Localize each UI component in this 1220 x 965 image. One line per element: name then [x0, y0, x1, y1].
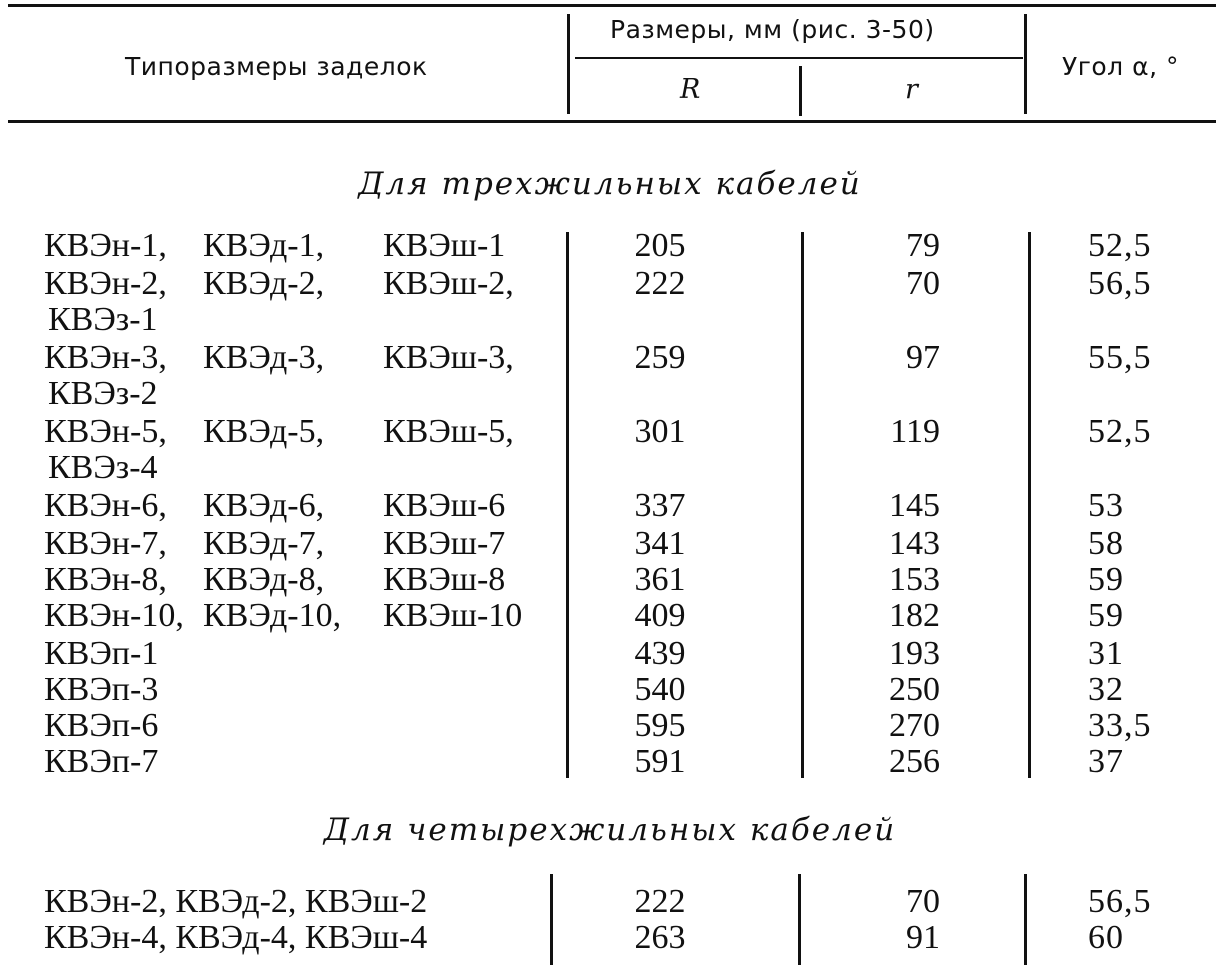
value-angle: 32: [1088, 671, 1124, 708]
cable-type-name: КВЭд-3,: [203, 339, 325, 376]
value-angle: 55,5: [1088, 339, 1152, 376]
cable-type-name: КВЭш-10: [383, 597, 523, 634]
cable-type-name: КВЭн-2, КВЭд-2, КВЭш-2: [44, 883, 428, 920]
table-row: [0, 708, 1220, 744]
header-bottom-rule: [8, 120, 1216, 123]
cable-type-name: КВЭш-2,: [383, 265, 514, 302]
header-subrule: [575, 57, 1023, 59]
value-R: 205: [634, 227, 686, 264]
value-r: 153: [889, 561, 940, 598]
value-angle: 52,5: [1088, 227, 1152, 264]
value-r: 97: [906, 339, 940, 376]
cable-type-name: КВЭн-6,: [44, 487, 167, 524]
value-R: 222: [634, 883, 686, 920]
cable-type-name: КВЭн-5,: [44, 413, 167, 450]
cable-type-name: КВЭш-3,: [383, 339, 514, 376]
cable-type-name: КВЭд-10,: [203, 597, 342, 634]
value-r: 70: [906, 883, 940, 920]
value-r: 143: [889, 525, 940, 562]
value-angle: 58: [1088, 525, 1124, 562]
cable-type-name: КВЭш-1: [383, 227, 506, 264]
cable-type-name: КВЭш-7: [383, 525, 506, 562]
header-col-r: r: [905, 74, 918, 105]
value-R: 341: [634, 525, 686, 562]
value-r: 79: [906, 227, 940, 264]
section-title-three-core: Для трехжильных кабелей: [358, 166, 862, 202]
cable-type-name: КВЭн-2,: [44, 265, 167, 302]
cable-type-name: КВЭд-6,: [203, 487, 325, 524]
value-R: 337: [634, 487, 686, 524]
top-rule: [8, 4, 1216, 7]
header-divider-2: [799, 66, 802, 116]
table-row: [0, 636, 1220, 672]
value-R: 301: [634, 413, 686, 450]
header-col-angle: Угол α, °: [1062, 52, 1179, 81]
cable-type-name: КВЭп-1: [44, 635, 159, 672]
table-row: [0, 526, 1220, 562]
section-title-four-core: Для четырехжильных кабелей: [323, 812, 897, 848]
header-divider-3: [1024, 14, 1027, 114]
cable-type-name: КВЭш-8: [383, 561, 506, 598]
cable-type-name: КВЭн-10,: [44, 597, 184, 634]
cable-type-name-continuation: КВЭз-1: [48, 301, 158, 338]
cable-type-name: КВЭн-1,: [44, 227, 167, 264]
value-r: 270: [889, 707, 940, 744]
cable-type-name: КВЭп-3: [44, 671, 159, 708]
cable-type-name: КВЭн-8,: [44, 561, 167, 598]
value-r: 70: [906, 265, 940, 302]
cable-type-name-continuation: КВЭз-4: [48, 449, 158, 486]
cable-type-name: КВЭд-1,: [203, 227, 325, 264]
cable-type-name: КВЭш-6: [383, 487, 506, 524]
table-row: [0, 340, 1220, 376]
cable-type-name-continuation: КВЭз-2: [48, 375, 158, 412]
cable-type-name: КВЭн-7,: [44, 525, 167, 562]
table-row: [0, 744, 1220, 780]
value-angle: 53: [1088, 487, 1124, 524]
value-R: 540: [634, 671, 686, 708]
header-col-type: Типоразмеры заделок: [125, 52, 428, 81]
header-col-sizes: Размеры, мм (рис. 3-50): [610, 15, 935, 44]
table-row: [0, 562, 1220, 598]
table-row: [0, 672, 1220, 708]
value-R: 263: [634, 919, 686, 956]
value-angle: 56,5: [1088, 883, 1152, 920]
cable-type-name: КВЭд-7,: [203, 525, 325, 562]
value-angle: 33,5: [1088, 707, 1152, 744]
table-row: [0, 920, 1220, 956]
value-R: 439: [634, 635, 686, 672]
value-angle: 31: [1088, 635, 1124, 672]
cable-type-name: КВЭп-6: [44, 707, 159, 744]
value-angle: 59: [1088, 597, 1124, 634]
table-row: [0, 266, 1220, 302]
value-angle: 37: [1088, 743, 1124, 780]
cable-type-name: КВЭп-7: [44, 743, 159, 780]
value-r: 145: [889, 487, 940, 524]
cable-type-name: КВЭд-5,: [203, 413, 325, 450]
value-R: 409: [634, 597, 686, 634]
value-r: 250: [889, 671, 940, 708]
value-R: 259: [634, 339, 686, 376]
header-divider-1: [567, 14, 570, 114]
value-R: 591: [634, 743, 686, 780]
cable-type-name: КВЭд-8,: [203, 561, 325, 598]
value-r: 256: [889, 743, 940, 780]
value-R: 361: [634, 561, 686, 598]
value-r: 119: [890, 413, 940, 450]
value-r: 91: [906, 919, 940, 956]
value-R: 595: [634, 707, 686, 744]
cable-type-name: КВЭн-4, КВЭд-4, КВЭш-4: [44, 919, 428, 956]
cable-type-name: КВЭд-2,: [203, 265, 325, 302]
cable-type-name: КВЭш-5,: [383, 413, 514, 450]
value-angle: 52,5: [1088, 413, 1152, 450]
table-row: [0, 228, 1220, 264]
table-row: [0, 488, 1220, 524]
value-angle: 60: [1088, 919, 1124, 956]
table-row: [0, 598, 1220, 634]
cable-type-name: КВЭн-3,: [44, 339, 167, 376]
header-col-R: R: [680, 74, 701, 105]
value-angle: 59: [1088, 561, 1124, 598]
value-r: 182: [889, 597, 940, 634]
table-row: [0, 414, 1220, 450]
value-r: 193: [889, 635, 940, 672]
value-angle: 56,5: [1088, 265, 1152, 302]
value-R: 222: [634, 265, 686, 302]
table-row: [0, 884, 1220, 920]
